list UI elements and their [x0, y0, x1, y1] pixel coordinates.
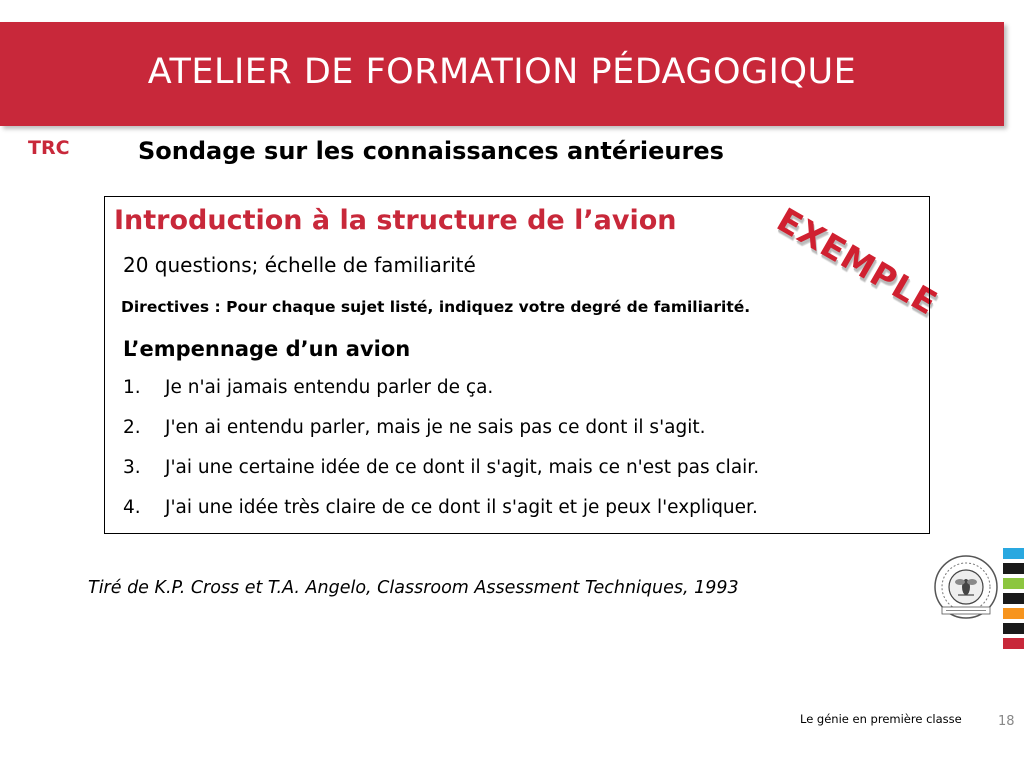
stripe	[1003, 623, 1024, 634]
slide-subtitle: Sondage sur les connaissances antérieures	[138, 137, 724, 165]
citation: Tiré de K.P. Cross et T.A. Angelo, Classroom Assessment Techniques, 1993	[88, 578, 739, 598]
option-number: 2.	[123, 417, 141, 438]
page-number: 18	[998, 714, 1015, 729]
option-number: 3.	[123, 457, 141, 478]
stripe	[1003, 638, 1024, 649]
options-list	[123, 377, 759, 537]
panel-subtitle: 20 questions; échelle de familiarité	[123, 253, 476, 277]
stripe	[1003, 608, 1024, 619]
trc-tag: TRC	[28, 137, 70, 159]
option-text: J'ai une idée très claire de ce dont il s'agit et je peux l'expliquer.	[165, 497, 758, 518]
option-text: J'ai une certaine idée de ce dont il s'agit, mais ce n'est pas clair.	[165, 457, 760, 478]
list-item	[123, 457, 759, 497]
example-stamp: EXEMPLE	[770, 200, 945, 323]
slide-title: ATELIER DE FORMATION PÉDAGOGIQUE	[147, 52, 857, 92]
panel-title: Introduction à la structure de l’avion	[114, 205, 677, 236]
stripe	[1003, 593, 1024, 604]
stripe	[1003, 548, 1024, 559]
color-stripes	[1003, 548, 1024, 653]
polytechnique-seal-logo	[932, 553, 1000, 621]
option-number: 1.	[123, 377, 141, 398]
list-item	[123, 377, 759, 417]
list-item	[123, 417, 759, 457]
stripe	[1003, 578, 1024, 589]
section-title: L’empennage d’un avion	[123, 337, 411, 361]
directives-text: Directives : Pour chaque sujet listé, indiquez votre degré de familiarité.	[121, 298, 751, 316]
option-number: 4.	[123, 497, 141, 518]
list-item	[123, 497, 759, 537]
option-text: Je n'ai jamais entendu parler de ça.	[165, 377, 494, 398]
example-panel	[104, 196, 930, 534]
header-bar	[0, 22, 1004, 126]
footer-tagline: Le génie en première classe	[800, 712, 962, 726]
option-text: J'en ai entendu parler, mais je ne sais pas ce dont il s'agit.	[165, 417, 706, 438]
stripe	[1003, 563, 1024, 574]
